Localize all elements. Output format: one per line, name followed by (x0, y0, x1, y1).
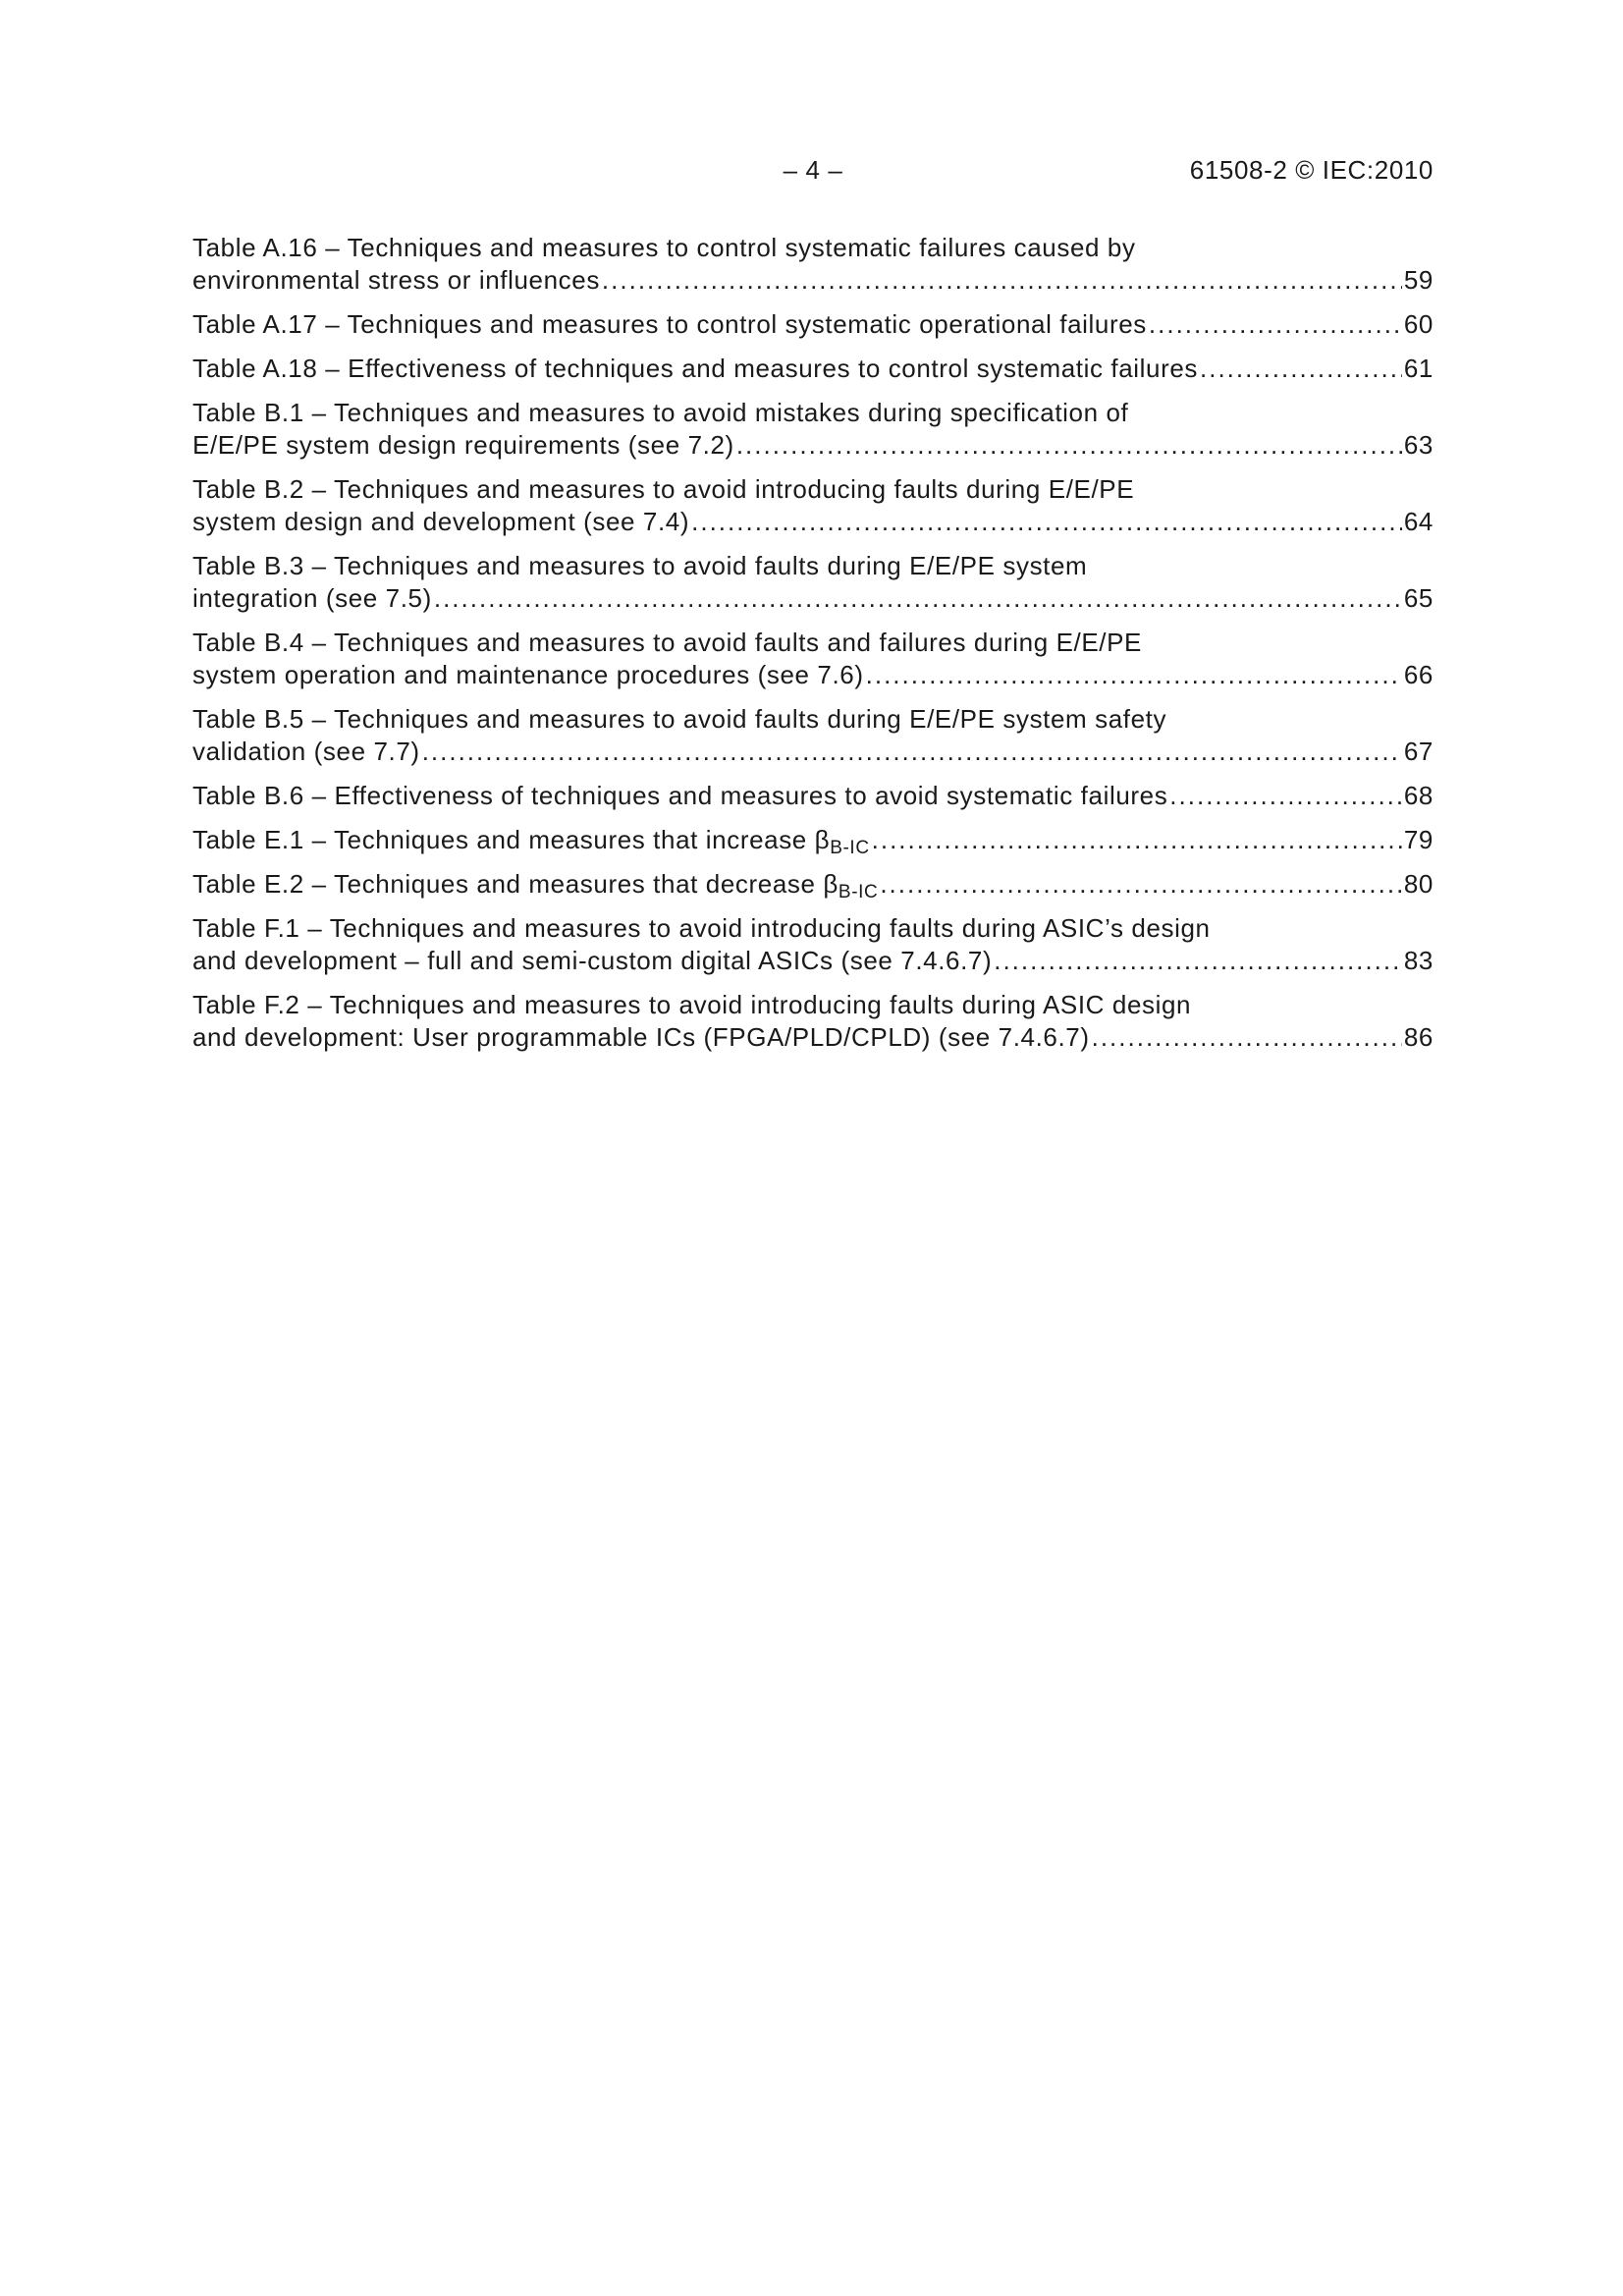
toc-entry-table-e2[interactable] (192, 868, 1434, 901)
toc-entry-table-b5[interactable] (192, 703, 1434, 768)
toc-entry-table-b2[interactable] (192, 473, 1434, 538)
dot-leader (422, 736, 1402, 768)
toc-entry-title-cont: validation (see 7.7) (192, 737, 420, 766)
toc-page-number: 63 (1403, 430, 1434, 460)
toc-page-number: 65 (1403, 583, 1434, 613)
toc-entry-table-b4[interactable] (192, 627, 1434, 691)
toc-entry-title-cont: system operation and maintenance procedures (see 7.6) (192, 660, 864, 689)
toc-page-number: 86 (1403, 1022, 1434, 1052)
dot-leader (434, 582, 1402, 615)
toc-page-number: 59 (1403, 265, 1434, 295)
toc-entry-title-cont: E/E/PE system design requirements (see 7.2) (192, 430, 734, 460)
beta-subscript: B-IC (830, 838, 870, 858)
toc-entry-table-e1[interactable] (192, 824, 1434, 856)
toc-page-number: 67 (1403, 737, 1434, 766)
toc-entry-table-b6[interactable] (192, 780, 1434, 812)
toc-entry-table-f2[interactable] (192, 989, 1434, 1054)
toc-entry-title-cont: and development – full and semi-custom digital ASICs (see 7.4.6.7) (192, 946, 993, 975)
toc-entry-table-f1[interactable] (192, 912, 1434, 977)
toc-entry-table-b1[interactable] (192, 397, 1434, 462)
toc-page-number: 61 (1403, 354, 1434, 383)
toc-page-number: 79 (1403, 825, 1434, 854)
toc-entry-title: Table A.16 – Techniques and measures to control systematic failures caused by (192, 233, 1136, 262)
page-number: – 4 – (783, 155, 843, 185)
toc-entry-title: Table B.1 – Techniques and measures to avoid mistakes during specification of (192, 398, 1129, 427)
toc-entry-title: Table E.2 – Techniques and measures that decrease β (192, 869, 839, 899)
toc-entry-table-a17[interactable] (192, 308, 1434, 341)
toc-entry-table-b3[interactable] (192, 550, 1434, 615)
toc-entry-title-cont: integration (see 7.5) (192, 583, 432, 613)
toc-entry-title: Table B.2 – Techniques and measures to avoid introducing faults during E/E/PE (192, 474, 1135, 504)
toc-page-number: 80 (1403, 869, 1434, 899)
dot-leader (1149, 308, 1402, 341)
dot-leader (1200, 353, 1402, 385)
toc-page-number: 83 (1403, 946, 1434, 975)
toc-entry-title: Table F.2 – Techniques and measures to avoid introducing faults during ASIC design (192, 990, 1192, 1019)
toc-page-number: 68 (1403, 781, 1434, 810)
toc-entry-title: Table E.1 – Techniques and measures that increase β (192, 825, 831, 854)
toc-entry-title: Table A.18 – Effectiveness of techniques and measures to control systematic failures (192, 354, 1199, 383)
toc-entry-title: Table A.17 – Techniques and measures to control systematic operational failures (192, 309, 1147, 339)
toc-entry-title-cont: and development: User programmable ICs (FPGA/PLD/CPLD) (see 7.4.6.7) (192, 1022, 1090, 1052)
dot-leader (872, 824, 1402, 856)
dot-leader (602, 264, 1402, 297)
toc-entry-title-cont: environmental stress or influences (192, 265, 600, 295)
dot-leader (1092, 1021, 1402, 1054)
beta-subscript: B-IC (838, 882, 879, 902)
page-header (192, 155, 1434, 191)
document-reference: 61508-2 © IEC:2010 (1189, 155, 1434, 185)
dot-leader (736, 429, 1402, 462)
dot-leader (691, 506, 1402, 538)
toc-entry-title: Table B.4 – Techniques and measures to avoid faults and failures during E/E/PE (192, 628, 1142, 657)
toc-entry-title: Table B.6 – Effectiveness of techniques and measures to avoid systematic failures (192, 781, 1168, 810)
toc-entry-title: Table F.1 – Techniques and measures to avoid introducing faults during ASIC’s design (192, 913, 1211, 943)
toc-entry-title: Table B.5 – Techniques and measures to avoid faults during E/E/PE system safety (192, 704, 1167, 734)
toc-page-number: 64 (1403, 507, 1434, 536)
toc-entry-table-a16[interactable] (192, 232, 1434, 297)
toc-page-number: 66 (1403, 660, 1434, 689)
toc-entry-title: Table B.3 – Techniques and measures to avoid faults during E/E/PE system (192, 551, 1088, 580)
dot-leader (1169, 780, 1402, 812)
table-of-contents (192, 232, 1434, 1066)
dot-leader (866, 659, 1402, 691)
toc-entry-table-a18[interactable] (192, 353, 1434, 385)
dot-leader (994, 945, 1402, 977)
toc-entry-title-cont: system design and development (see 7.4) (192, 507, 690, 536)
dot-leader (880, 868, 1402, 901)
toc-page-number: 60 (1403, 309, 1434, 339)
